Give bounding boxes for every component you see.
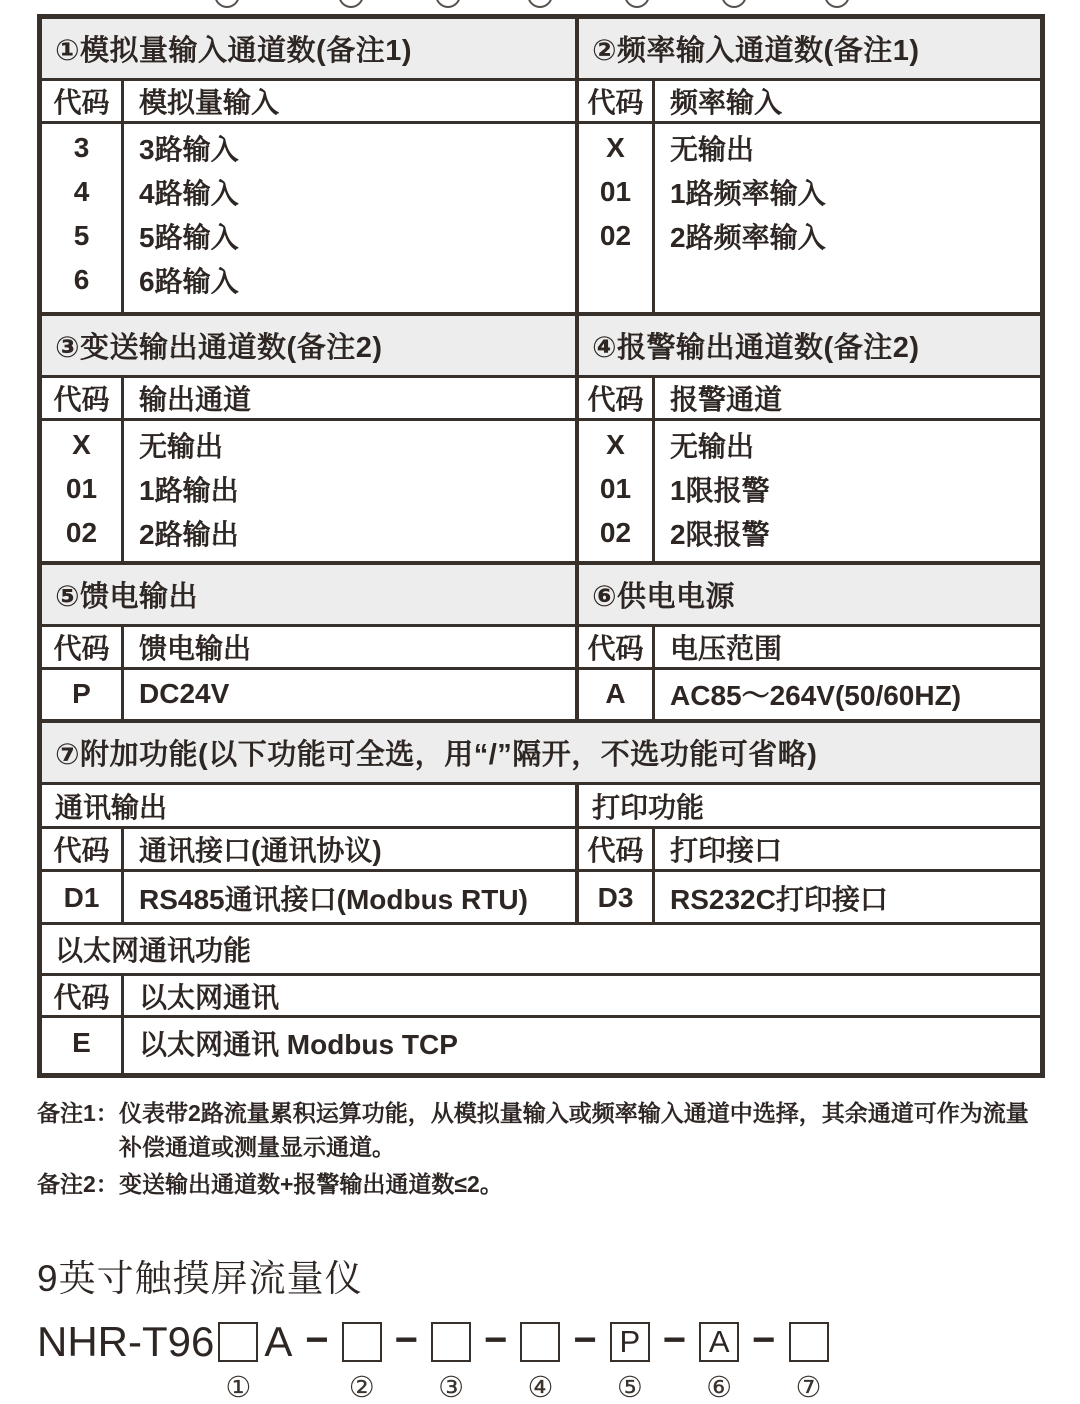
product-title: 9英寸触摸屏流量仪 <box>37 1258 363 1299</box>
section-1-title: ①模拟量输入通道数(备注1) <box>42 19 575 81</box>
desc-column-header: 电压范围 <box>670 633 783 664</box>
desc-column <box>124 872 575 922</box>
row-desc: 2路输出 <box>139 519 239 550</box>
model-box-5 <box>610 1322 650 1404</box>
row-desc: RS485通讯接口(Modbus RTU) <box>139 884 528 915</box>
circled-number-7: ⑦ <box>795 1370 822 1404</box>
model-box-7 <box>789 1322 829 1404</box>
row-code: 6 <box>73 264 90 295</box>
row-code: X <box>606 429 625 460</box>
circle-arc-icon <box>824 0 850 8</box>
desc-column-header: 模拟量输入 <box>139 87 280 118</box>
desc-column <box>655 421 1040 561</box>
code-column <box>579 670 655 719</box>
model-fixed-a: A <box>264 1318 293 1365</box>
note-1-text: 仪表带2路流量累积运算功能，从模拟量输入或频率输入通道中选择，其余通道可作为流量补偿通道或测量显示通道。 <box>119 1100 1029 1160</box>
comm-output-header: 通讯输出 <box>42 785 575 829</box>
desc-column-header: 通讯接口(通讯协议) <box>139 835 382 866</box>
circle-arc-icon <box>435 0 461 8</box>
block-analog-frequency <box>42 19 1040 316</box>
column-header-row <box>42 378 575 421</box>
desc-column <box>124 1018 1040 1073</box>
code-column <box>42 670 124 719</box>
column-header-row <box>579 627 1040 670</box>
code-column <box>579 421 655 561</box>
desc-column-header: 报警通道 <box>670 384 783 415</box>
section-6-title: ⑥供电电源 <box>579 565 1040 627</box>
row-code: P <box>72 678 91 709</box>
model-box-1 <box>218 1322 258 1404</box>
row-code: 4 <box>73 176 90 207</box>
desc-column-header: 输出通道 <box>139 384 252 415</box>
circle-arc-icon <box>338 0 364 8</box>
desc-column-header: 馈电输出 <box>139 633 252 664</box>
section-feed-output <box>42 565 575 719</box>
section-supply-power <box>575 565 1040 719</box>
desc-column-header: 频率输入 <box>670 87 783 118</box>
model-separator: − <box>305 1317 329 1362</box>
print-rows <box>579 872 1040 922</box>
comm-rows <box>42 872 575 922</box>
block-power <box>42 565 1040 723</box>
section-frequency-input <box>575 19 1040 312</box>
model-box-5-value: P <box>610 1322 650 1362</box>
model-box-2-value <box>342 1322 382 1362</box>
code-column-header: 代码 <box>579 378 655 418</box>
footnotes <box>37 1096 1049 1201</box>
row-desc: 以太网通讯 Modbus TCP <box>139 1028 458 1060</box>
model-box-4 <box>520 1322 560 1404</box>
section-2-rows <box>579 124 1040 312</box>
circle-arc-icon <box>624 0 650 8</box>
row-code: 01 <box>599 473 632 504</box>
note-1-label: 备注1： <box>37 1100 119 1126</box>
row-desc: 无输出 <box>670 134 755 165</box>
section-1-rows <box>42 124 575 312</box>
code-column-header: 代码 <box>42 829 124 869</box>
code-column <box>579 124 655 312</box>
model-separator: − <box>484 1317 508 1362</box>
row-code: 5 <box>73 220 90 251</box>
row-desc: DC24V <box>139 678 230 709</box>
circled-number-2: ② <box>348 1370 375 1404</box>
section-3-title: ③变送输出通道数(备注2) <box>42 316 575 378</box>
row-desc: 5路输入 <box>139 222 239 253</box>
circle-arc-icon <box>527 0 553 8</box>
desc-column <box>124 421 575 561</box>
column-header-row <box>42 829 575 872</box>
model-code-line <box>37 1317 1049 1404</box>
model-box-3-value <box>431 1322 471 1362</box>
ethernet-header: 以太网通讯功能 <box>42 925 1040 976</box>
circled-number-3: ③ <box>438 1370 465 1404</box>
model-box-4-value <box>520 1322 560 1362</box>
code-column-header: 代码 <box>42 378 124 418</box>
row-code: X <box>606 132 625 163</box>
section-transmit-output <box>42 316 575 561</box>
desc-column <box>655 124 1040 312</box>
row-code: 02 <box>65 517 98 548</box>
circle-arc-icon <box>214 0 240 8</box>
row-code: 01 <box>65 473 98 504</box>
code-column-header: 代码 <box>579 627 655 667</box>
column-header-row <box>42 627 575 670</box>
section-2-title: ②频率输入通道数(备注1) <box>579 19 1040 81</box>
code-column <box>579 872 655 922</box>
desc-column-header: 打印接口 <box>670 835 783 866</box>
row-code: X <box>72 429 91 460</box>
row-code: D3 <box>597 882 634 913</box>
ethernet-rows <box>42 1018 1040 1073</box>
section-5-rows <box>42 670 575 719</box>
model-box-1-value <box>218 1322 258 1362</box>
column-header-row <box>579 829 1040 872</box>
model-separator: − <box>573 1317 597 1362</box>
code-column-header: 代码 <box>42 627 124 667</box>
code-column-header: 代码 <box>579 829 655 869</box>
desc-column-header: 以太网通讯 <box>139 981 280 1013</box>
row-code: 01 <box>599 176 632 207</box>
section-3-rows <box>42 421 575 561</box>
ordering-spec-table <box>37 14 1045 1078</box>
section-comm-output <box>42 785 575 922</box>
model-box-2 <box>342 1322 382 1404</box>
row-desc: 2路频率输入 <box>670 222 826 253</box>
note-2-text: 变送输出通道数+报警输出通道数≤2。 <box>119 1171 503 1197</box>
row-code: 3 <box>73 132 90 163</box>
section-7-title: ⑦附加功能(以下功能可全选，用“/”隔开，不选功能可省略) <box>42 723 1040 785</box>
code-column <box>42 124 124 312</box>
row-desc: 无输出 <box>139 431 224 462</box>
desc-column <box>655 872 1040 922</box>
section-print-function <box>575 785 1040 922</box>
section-4-rows <box>579 421 1040 561</box>
column-header-row <box>579 378 1040 421</box>
column-header-row <box>42 81 575 124</box>
row-desc: AC85～264V(50/60HZ) <box>670 680 962 711</box>
code-column-header: 代码 <box>42 81 124 121</box>
circled-number-1: ① <box>225 1370 252 1404</box>
model-separator: − <box>752 1317 776 1362</box>
row-code: 02 <box>599 517 632 548</box>
section-5-title: ⑤馈电输出 <box>42 565 575 627</box>
block-transmit-alarm <box>42 316 1040 565</box>
column-header-row <box>579 81 1040 124</box>
model-separator: − <box>394 1317 419 1362</box>
section-ethernet <box>42 922 1040 1073</box>
section-6-rows <box>579 670 1040 719</box>
product-block <box>37 1248 1049 1404</box>
model-box-3 <box>431 1322 471 1404</box>
section-4-title: ④报警输出通道数(备注2) <box>579 316 1040 378</box>
row-code: E <box>72 1026 91 1058</box>
row-desc: 6路输入 <box>139 266 239 297</box>
row-desc: 4路输入 <box>139 178 239 209</box>
row-desc: 2限报警 <box>670 519 770 550</box>
note-2-label: 备注2： <box>37 1171 119 1197</box>
row-desc: 3路输入 <box>139 134 239 165</box>
desc-column <box>655 670 1040 719</box>
circled-number-6: ⑥ <box>706 1370 733 1404</box>
row-desc: 1路频率输入 <box>670 178 826 209</box>
row-desc: 1限报警 <box>670 475 770 506</box>
desc-column <box>124 670 575 719</box>
code-column-header: 代码 <box>579 81 655 121</box>
model-box-7-value <box>789 1322 829 1362</box>
code-column-header: 代码 <box>42 976 124 1015</box>
row-code: A <box>605 678 626 709</box>
section-alarm-output <box>575 316 1040 561</box>
column-header-row <box>42 976 1040 1018</box>
circle-arc-icon <box>721 0 747 8</box>
row-desc: 1路输出 <box>139 475 239 506</box>
desc-column <box>124 124 575 312</box>
note-1 <box>37 1096 1049 1164</box>
model-prefix: NHR-T96 <box>37 1318 215 1365</box>
model-box-6-value: A <box>699 1322 739 1362</box>
row-desc: 无输出 <box>670 431 755 462</box>
row-code: 02 <box>599 220 632 251</box>
model-box-6 <box>699 1322 739 1404</box>
section-7-columns <box>42 785 1040 922</box>
code-column <box>42 1018 124 1073</box>
row-desc: RS232C打印接口 <box>670 884 888 915</box>
section-analog-input <box>42 19 575 312</box>
note-2 <box>37 1167 1049 1201</box>
print-function-header: 打印功能 <box>579 785 1040 829</box>
model-separator: − <box>662 1317 687 1362</box>
code-column <box>42 421 124 561</box>
row-code: D1 <box>63 882 100 913</box>
circled-number-5: ⑤ <box>616 1370 643 1404</box>
block-additional-functions <box>42 723 1040 1073</box>
code-column <box>42 872 124 922</box>
circled-number-4: ④ <box>527 1370 554 1404</box>
